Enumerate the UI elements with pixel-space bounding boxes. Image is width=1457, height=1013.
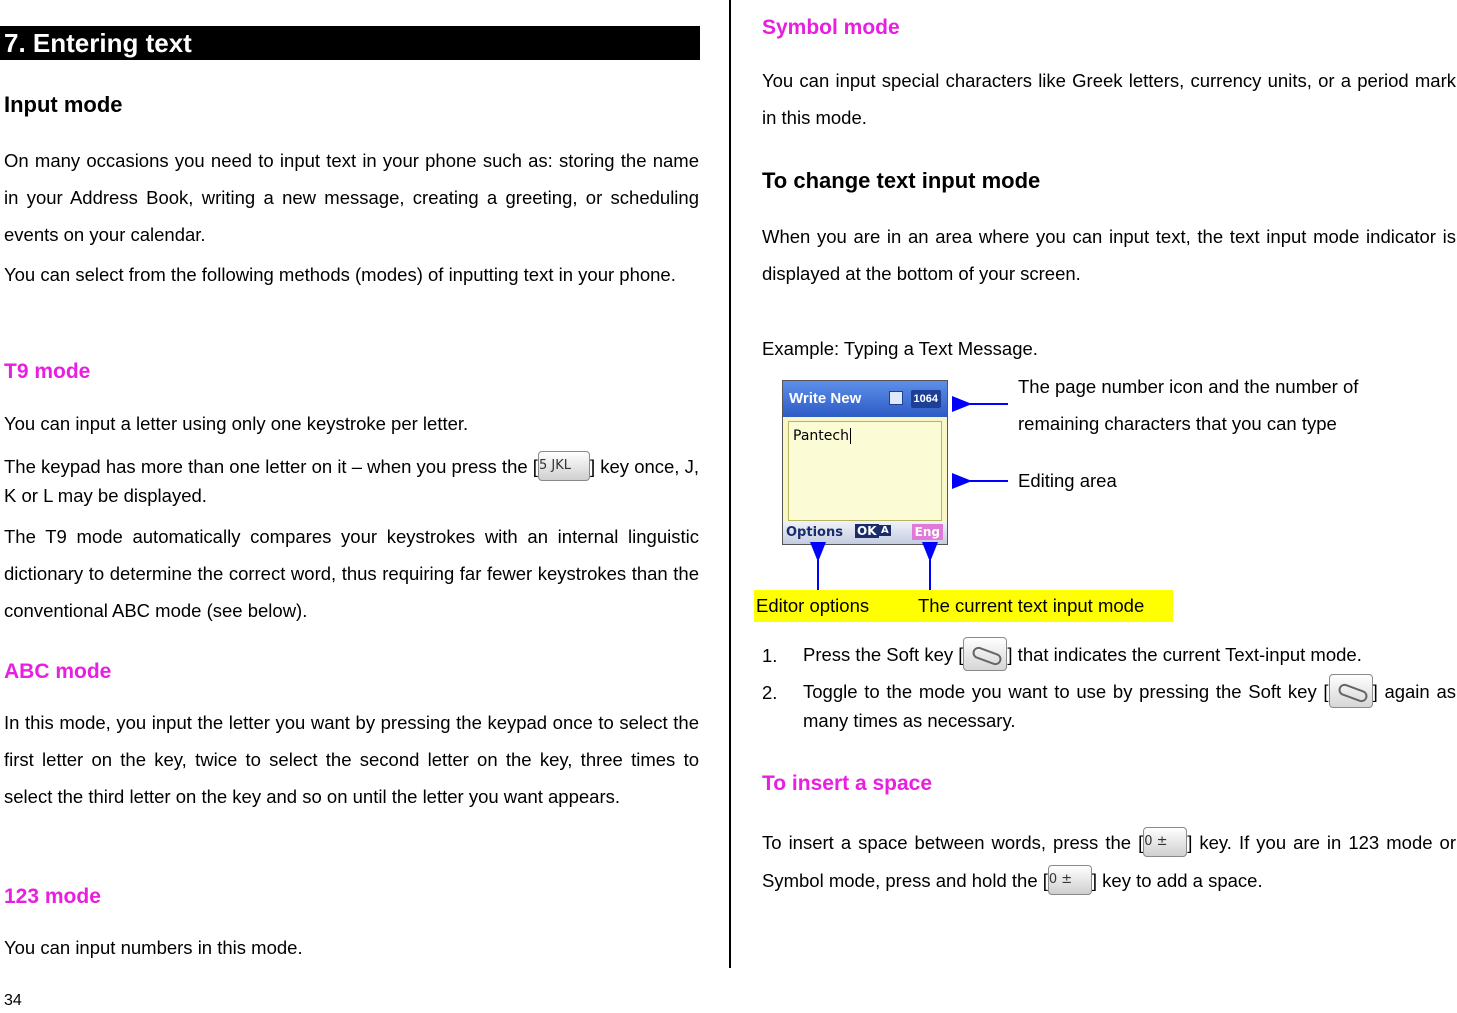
num-mode-heading: 123 mode	[4, 885, 101, 908]
t9-text-before: The keypad has more than one letter on it – when you press the [	[4, 456, 538, 477]
callout-editing-area: Editing area	[1018, 470, 1117, 491]
step-1-after: ] that indicates the current Text-input mode.	[1007, 644, 1362, 665]
t9-paragraph-1: You can input a letter using only one keystroke per letter.	[4, 413, 469, 434]
example-label: Example: Typing a Text Message.	[762, 338, 1038, 359]
space-text-before: To insert a space between words, press the [	[762, 832, 1144, 853]
phone-mode-a-icon: A	[881, 525, 889, 536]
space-text-middle: ] key. If you are in 123 mode or Symbol mode, press and hold the [	[762, 832, 1456, 891]
char-count: 1064	[911, 390, 941, 408]
soft-key-icon	[963, 637, 1007, 671]
change-mode-heading: To change text input mode	[762, 168, 1041, 193]
step-2-text	[803, 677, 1456, 735]
callout-page-number: The page number icon and the number of remaining characters that you can type	[1018, 376, 1359, 434]
phone-eng-label: Eng	[912, 524, 943, 540]
key-0-icon: 0 ±	[1143, 827, 1187, 857]
insert-space-paragraph	[762, 824, 1456, 900]
key-5-icon: 5 JKL	[538, 451, 590, 481]
phone-title: Write New	[789, 390, 862, 407]
insert-space-heading: To insert a space	[762, 772, 933, 795]
input-mode-paragraph-2: You can select from the following methods (modes) of inputting text in your phone.	[4, 264, 676, 285]
step-2-number: 2.	[762, 682, 778, 703]
step-1-before: Press the Soft key [	[803, 644, 964, 665]
space-text-after: ] key to add a space.	[1091, 870, 1263, 891]
phone-ok-label: OK	[857, 524, 877, 538]
phone-typed-text: Pantech	[793, 428, 849, 444]
step-1-number: 1.	[762, 645, 778, 666]
soft-key-icon	[1329, 674, 1373, 708]
input-mode-paragraph: On many occasions you need to input text in your phone such as: storing the name in your Address Book, writing a new message, creating a greeting, or scheduling events on your calendar.	[4, 150, 699, 245]
step-2-before: Toggle to the mode you want to use by pressing the Soft key [	[803, 681, 1329, 702]
abc-mode-heading: ABC mode	[4, 660, 112, 683]
t9-mode-heading: T9 mode	[4, 360, 91, 383]
label-editor-options: Editor options	[756, 595, 870, 616]
key-0-icon: 0 ±	[1048, 865, 1092, 895]
t9-text-after: ] key once, J, K or L may be displayed.	[4, 456, 699, 506]
input-mode-heading: Input mode	[4, 92, 123, 117]
t9-paragraph-3: The T9 mode automatically compares your keystrokes with an internal linguistic dictionary to determine the correct word, thus requiring far fewer keystrokes than the conventional ABC mode (see below).	[4, 526, 699, 621]
step-2-after: ] again as many times as necessary.	[803, 681, 1456, 731]
step-1-text	[803, 640, 1456, 669]
num-paragraph: You can input numbers in this mode.	[4, 937, 303, 958]
page-number: 34	[4, 992, 22, 1009]
abc-paragraph: In this mode, you input the letter you want by pressing the keypad once to select the first letter on the key, twice to select the second letter on the key, three times to select the third letter on the key and so on until the letter you want appears.	[4, 712, 699, 807]
change-mode-paragraph: When you are in an area where you can input text, the text input mode indicator is displayed at the bottom of your screen.	[762, 226, 1456, 284]
section-title-banner: 7. Entering text	[0, 26, 700, 60]
label-current-mode: The current text input mode	[918, 595, 1145, 616]
phone-options-label: Options	[786, 525, 843, 540]
symbol-paragraph: You can input special characters like Greek letters, currency units, or a period mark in this mode.	[762, 70, 1456, 128]
symbol-mode-heading: Symbol mode	[762, 16, 900, 39]
